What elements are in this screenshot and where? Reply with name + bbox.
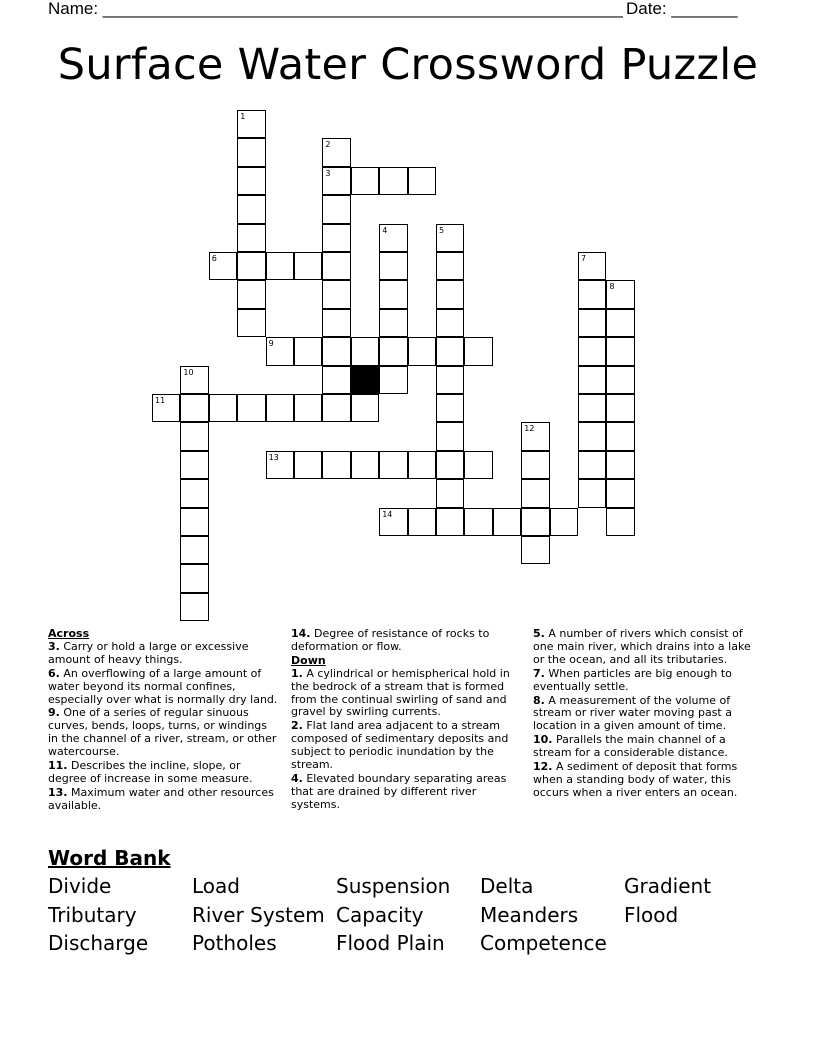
- crossword-cell[interactable]: [578, 280, 606, 308]
- crossword-cell[interactable]: [550, 508, 578, 536]
- crossword-cell[interactable]: [351, 337, 379, 365]
- crossword-cell[interactable]: [237, 167, 265, 195]
- clue-number: 8: [609, 282, 615, 292]
- crossword-cell[interactable]: [322, 138, 350, 166]
- crossword-cell[interactable]: [521, 479, 549, 507]
- clue-text: A measurement of the volume of stream or river water moving past a location in a given amount of time.: [533, 693, 732, 733]
- crossword-cell[interactable]: [606, 337, 634, 365]
- crossword-cell[interactable]: [266, 337, 294, 365]
- crossword-cell[interactable]: [180, 593, 208, 621]
- clue-num: 5.: [533, 627, 545, 640]
- word-bank-word: Tributary: [48, 902, 137, 927]
- clue-text: An overflowing of a large amount of water beyond its normal confines, especially over what is normally dry land.: [48, 666, 278, 706]
- crossword-cell[interactable]: [436, 224, 464, 252]
- clue-num: 13.: [48, 785, 68, 799]
- crossword-cell[interactable]: [294, 337, 322, 365]
- clue-num: 6.: [48, 666, 60, 680]
- clue: [291, 628, 516, 654]
- crossword-cell[interactable]: [436, 479, 464, 507]
- clue-num: 7.: [533, 666, 545, 680]
- clue-number: 14: [382, 509, 393, 519]
- clue-number: 12: [524, 424, 535, 434]
- clue-text: When particles are big enough to eventually settle.: [533, 666, 732, 693]
- crossword-cell[interactable]: [379, 280, 407, 308]
- crossword-cell[interactable]: [180, 564, 208, 592]
- crossword-cell[interactable]: [237, 394, 265, 422]
- crossword-cell[interactable]: [322, 252, 350, 280]
- crossword-cell[interactable]: [152, 394, 180, 422]
- crossword-cell[interactable]: [578, 422, 606, 450]
- crossword-cell[interactable]: [379, 309, 407, 337]
- crossword-cell[interactable]: [379, 337, 407, 365]
- crossword-cell[interactable]: [408, 337, 436, 365]
- crossword-cell[interactable]: [436, 508, 464, 536]
- clue-text: Flat land area adjacent to a stream composed of sedimentary deposits and subject to periodic inundation by the stream.: [291, 719, 509, 772]
- clue-text: Carry or hold a large or excessive amount of heavy things.: [48, 639, 249, 666]
- crossword-cell[interactable]: [606, 366, 634, 394]
- crossword-cell[interactable]: [521, 451, 549, 479]
- clue-number: 6: [211, 254, 217, 263]
- crossword-cell[interactable]: [322, 394, 350, 422]
- crossword-cell[interactable]: [237, 252, 265, 280]
- crossword-cell[interactable]: [351, 167, 379, 195]
- crossword-cell[interactable]: [379, 224, 407, 252]
- clue-num: 8.: [533, 693, 545, 707]
- word-bank-word: Suspension: [336, 874, 451, 898]
- clues-column-2: [291, 628, 516, 813]
- clue-number: 13: [268, 452, 279, 462]
- word-bank-word: Flood Plain: [336, 931, 445, 955]
- clue: [533, 734, 765, 760]
- word-bank-word: Meanders: [480, 902, 579, 927]
- clue: [533, 628, 765, 667]
- crossword-cell[interactable]: [209, 394, 237, 422]
- clue: [48, 787, 280, 813]
- crossword-cell[interactable]: [266, 252, 294, 280]
- word-bank-word: Flood: [624, 902, 679, 927]
- crossword-cell[interactable]: [578, 394, 606, 422]
- down-heading: Down: [291, 653, 326, 667]
- crossword-cell[interactable]: [606, 508, 634, 536]
- clue: [48, 707, 280, 759]
- crossword-cell[interactable]: [180, 451, 208, 479]
- crossword-cell[interactable]: [493, 508, 521, 536]
- clue-text: Maximum water and other resources available.: [48, 785, 274, 812]
- clue: [533, 761, 765, 800]
- crossword-cell[interactable]: [237, 195, 265, 223]
- crossword-cell[interactable]: [436, 252, 464, 280]
- clue-text: Elevated boundary separating areas that are drained by different river systems.: [291, 771, 507, 811]
- clue-number: 4: [382, 225, 388, 235]
- crossword-cell[interactable]: [606, 451, 634, 479]
- word-bank-word: Potholes: [192, 931, 277, 955]
- word-bank-word: Discharge: [48, 931, 149, 955]
- crossword-cell[interactable]: [237, 138, 265, 166]
- clue-text: Degree of resistance of rocks to deformation or flow.: [291, 627, 490, 653]
- word-bank-word: Load: [192, 874, 240, 898]
- crossword-cell[interactable]: [408, 508, 436, 536]
- crossword-cell[interactable]: [408, 451, 436, 479]
- crossword-cell[interactable]: [237, 280, 265, 308]
- crossword-cell[interactable]: [180, 536, 208, 564]
- across-heading: Across: [48, 627, 90, 640]
- crossword-cell[interactable]: [464, 337, 492, 365]
- word-bank-word: Divide: [48, 874, 112, 898]
- crossword-cell[interactable]: [578, 451, 606, 479]
- clue-num: 4.: [291, 771, 303, 785]
- clue-number: 10: [183, 367, 194, 377]
- clue-num: 12.: [533, 760, 553, 774]
- clue: [291, 773, 516, 812]
- word-bank-word: Delta: [480, 874, 534, 898]
- word-bank-word: Gradient: [624, 874, 712, 898]
- page-title: Surface Water Crossword Puzzle: [57, 40, 759, 90]
- clue-text: One of a series of regular sinuous curves, bends, loops, turns, or windings in the channel of a river, stream, or other watercourse.: [48, 706, 277, 759]
- crossword-cell[interactable]: [578, 252, 606, 280]
- crossword-cell[interactable]: [322, 309, 350, 337]
- crossword-cell[interactable]: [379, 167, 407, 195]
- crossword-cell[interactable]: [436, 394, 464, 422]
- crossword-cell[interactable]: [379, 366, 407, 394]
- crossword-cell[interactable]: [294, 451, 322, 479]
- clue-text: A cylindrical or hemispherical hold in the bedrock of a stream that is formed from the continual swirling of sand and gravel by swirling currents.: [291, 666, 510, 719]
- clue-number: 1: [240, 112, 246, 121]
- crossword-cell[interactable]: [606, 394, 634, 422]
- crossword-cell[interactable]: [606, 309, 634, 337]
- crossword-cell[interactable]: [180, 508, 208, 536]
- clue-text: A number of rivers which consist of one main river, which drains into a lake or the ocean, and all its tributaries.: [533, 627, 751, 666]
- crossword-cell[interactable]: [294, 252, 322, 280]
- crossword-cell[interactable]: [209, 252, 237, 280]
- clue: [291, 668, 516, 720]
- crossword-cell[interactable]: [180, 366, 208, 394]
- crossword-cell[interactable]: [322, 224, 350, 252]
- clue-num: 11.: [48, 759, 68, 773]
- crossword-cell[interactable]: [322, 337, 350, 365]
- clue-text: Parallels the main channel of a stream for a considerable distance.: [533, 733, 728, 760]
- crossword-cell[interactable]: [379, 451, 407, 479]
- clue-num: 14.: [291, 627, 311, 640]
- clue-num: 9.: [48, 706, 60, 720]
- crossword-cell[interactable]: [578, 479, 606, 507]
- clue-number: 2: [325, 140, 331, 150]
- clue: [48, 668, 280, 707]
- clue: [533, 695, 765, 734]
- black-square: [351, 366, 379, 394]
- crossword-cell[interactable]: [436, 422, 464, 450]
- crossword-cell[interactable]: [436, 280, 464, 308]
- crossword-cell[interactable]: [436, 451, 464, 479]
- date-field-label[interactable]: Date: _______: [626, 0, 738, 18]
- crossword-cell[interactable]: [322, 366, 350, 394]
- crossword-cell[interactable]: [379, 508, 407, 536]
- crossword-cell[interactable]: [237, 110, 265, 138]
- crossword-cell[interactable]: [464, 508, 492, 536]
- crossword-cell[interactable]: [464, 451, 492, 479]
- crossword-cell[interactable]: [521, 508, 549, 536]
- crossword-cell[interactable]: [322, 167, 350, 195]
- crossword-cell[interactable]: [351, 451, 379, 479]
- crossword-cell[interactable]: [351, 394, 379, 422]
- crossword-cell[interactable]: [237, 224, 265, 252]
- crossword-cell[interactable]: [606, 422, 634, 450]
- crossword-cell[interactable]: [322, 451, 350, 479]
- clue-num: 1.: [291, 666, 303, 680]
- crossword-cell[interactable]: [266, 451, 294, 479]
- clue-number: 5: [439, 225, 445, 235]
- clue-number: 3: [325, 168, 331, 178]
- clue-num: 10.: [533, 733, 553, 747]
- crossword-cell[interactable]: [379, 252, 407, 280]
- crossword-cell[interactable]: [322, 195, 350, 223]
- crossword-cell[interactable]: [322, 280, 350, 308]
- crossword-cell[interactable]: [180, 422, 208, 450]
- crossword-cell[interactable]: [436, 366, 464, 394]
- crossword-cell[interactable]: [294, 394, 322, 422]
- crossword-cell[interactable]: [578, 366, 606, 394]
- clue: [533, 668, 765, 694]
- clue-number: 7: [581, 254, 587, 263]
- crossword-cell[interactable]: [436, 309, 464, 337]
- crossword-cell[interactable]: [436, 337, 464, 365]
- clue-num: 2.: [291, 719, 303, 733]
- clue: [48, 641, 280, 667]
- clue-number: 9: [268, 339, 274, 349]
- crossword-cell[interactable]: [578, 337, 606, 365]
- crossword-cell[interactable]: [578, 309, 606, 337]
- clues-column-1: [48, 628, 280, 814]
- crossword-cell[interactable]: [180, 479, 208, 507]
- word-bank-title: Word Bank: [48, 846, 171, 870]
- crossword-cell[interactable]: [606, 280, 634, 308]
- word-bank-word: River System: [192, 902, 325, 927]
- crossword-cell[interactable]: [408, 167, 436, 195]
- clue: [48, 760, 280, 786]
- crossword-cell[interactable]: [521, 536, 549, 564]
- crossword-cell[interactable]: [180, 394, 208, 422]
- crossword-cell[interactable]: [237, 309, 265, 337]
- clue-text: A sediment of deposit that forms when a standing body of water, this occurs when a river enters an ocean.: [533, 760, 738, 799]
- crossword-cell[interactable]: [606, 479, 634, 507]
- word-bank-word: Competence: [480, 931, 607, 955]
- clue: [291, 720, 516, 772]
- clue-num: 3.: [48, 639, 60, 653]
- clue-text: Describes the incline, slope, or degree of increase in some measure.: [48, 759, 253, 785]
- crossword-cell[interactable]: [266, 394, 294, 422]
- clues-column-3: [533, 628, 765, 801]
- crossword-cell[interactable]: [521, 422, 549, 450]
- name-field-label[interactable]: Name: _______________________________________________________: [48, 0, 623, 18]
- word-bank-word: Capacity: [336, 902, 424, 927]
- clue-number: 11: [155, 396, 166, 405]
